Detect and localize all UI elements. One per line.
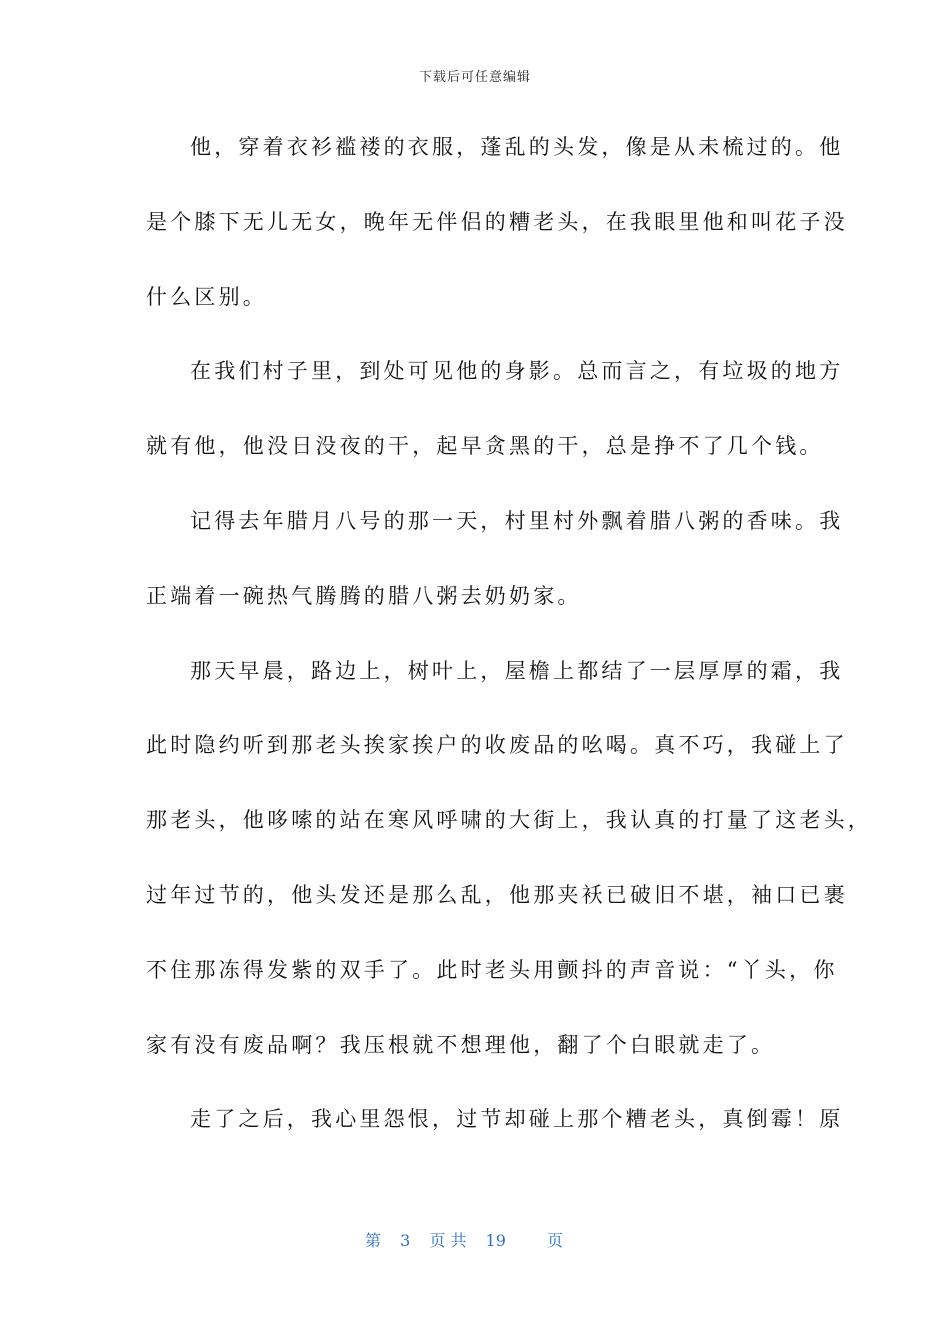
- total-pages-number: 19: [485, 1231, 506, 1250]
- text-line: 就有他，他没日没夜的干，起早贪黑的干，总是挣不了几个钱。: [146, 434, 824, 459]
- text-line: 不住那冻得发紫的双手了。此时老头用颤抖的声音说：“丫头，你: [146, 957, 838, 982]
- text-line: 家有没有废品啊？我压根就不想理他，翻了个白眼就走了。: [146, 1032, 776, 1057]
- text-line: 在我们村子里，到处可见他的身影。总而言之，有垃圾的地方: [190, 359, 844, 384]
- current-page-number: 3: [400, 1231, 411, 1250]
- text-line: 什么区别。: [146, 284, 267, 309]
- text-line: 那天早晨，路边上，树叶上，屋檐上都结了一层厚厚的霜，我: [190, 658, 844, 683]
- footer-prefix: 第: [364, 1231, 381, 1250]
- text-line: 他，穿着衣衫褴褛的衣服，蓬乱的头发，像是从未梳过的。他: [190, 135, 844, 159]
- header-note: 下载后可任意编辑: [418, 70, 531, 85]
- footer-middle: 页 共: [429, 1231, 467, 1250]
- text-line: 是个膝下无儿无女，晚年无伴侣的糟老头，在我眼里他和叫花子没: [146, 209, 848, 234]
- text-line: 正端着一碗热气腾腾的腊八粥去奶奶家。: [146, 583, 582, 608]
- text-line: 此时隐约听到那老头挨家挨户的收废品的吆喝。真不巧，我碰上了: [146, 733, 848, 758]
- body-text: [146, 128, 872, 1175]
- text-line: 那老头，他哆嗦的站在寒风呼啸的大街上，我认真的打量了这老头，: [146, 808, 872, 833]
- text-line: 走了之后，我心里怨恨，过节却碰上那个糟老头，真倒霉！原: [190, 1107, 844, 1132]
- footer-suffix: 页: [547, 1231, 564, 1250]
- text-line: 记得去年腊月八号的那一天，村里村外飘着腊八粥的香味。我: [190, 508, 844, 533]
- page-footer: [0, 1228, 950, 1251]
- text-line: 过年过节的，他头发还是那么乱，他那夹袄已破旧不堪，袖口已裹: [146, 882, 848, 907]
